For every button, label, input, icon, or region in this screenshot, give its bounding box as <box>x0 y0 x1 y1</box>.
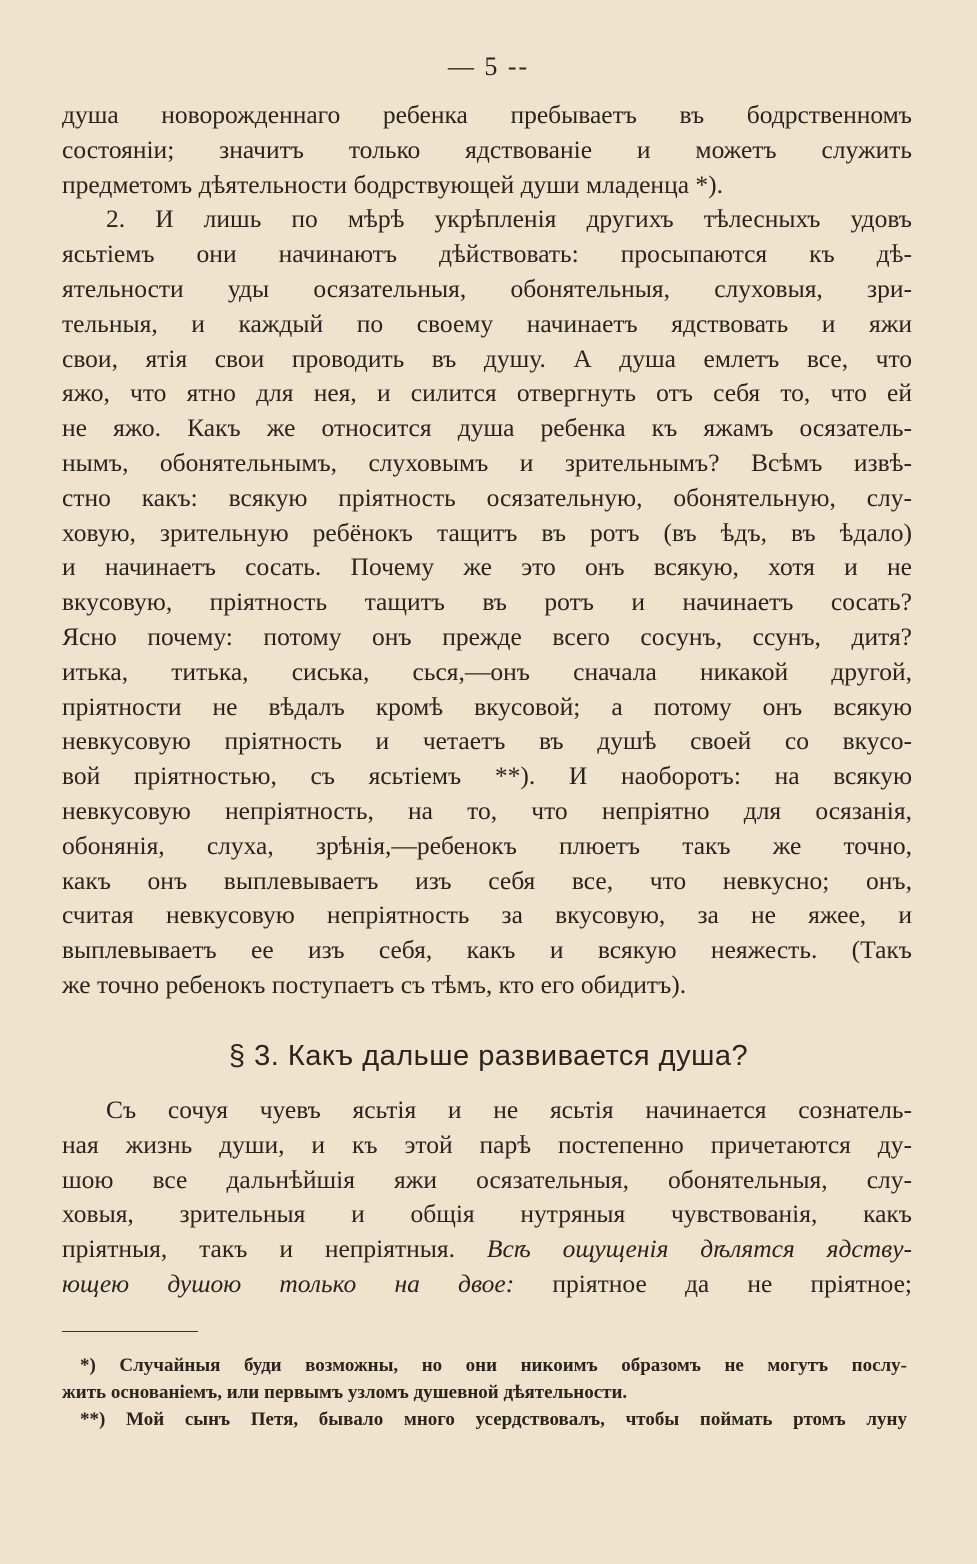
text-fragment: пріятное да не пріятное; <box>552 1268 912 1298</box>
text-line-mixed <box>62 1232 912 1267</box>
text-line: считая невкусовую непріятность за вкусовую, за не яжее, и <box>62 900 912 930</box>
text-line: Ясно почему: потому онъ прежде всего сосунъ, ссунъ, дитя? <box>62 621 912 651</box>
text-line: ятельности уды осязательныя, обонятельныя, слуховыя, зри- <box>62 273 912 303</box>
text-line-mixed <box>62 1267 912 1302</box>
text-line: невкусовую непріятность, на то, что непріятно для осязанія, <box>62 795 912 825</box>
text-line: шою все дальнѣйшія яжи осязательныя, обонятельныя, слу- <box>62 1164 912 1194</box>
text-line: свои, ятія свои проводить въ душу. А душа емлетъ все, что <box>62 343 912 373</box>
section-text <box>62 1093 912 1302</box>
text-fragment: пріятныя, такъ и непріятныя. <box>62 1234 456 1264</box>
text-line: тельныя, и каждый по своему начинаетъ ядствовать и яжи <box>62 308 912 338</box>
text-line: и начинаетъ сосать. Почему же это онъ всякую, хотя и не <box>62 552 912 582</box>
text-line: душа новорожденнаго ребенка пребываетъ въ бодрственномъ <box>62 100 912 129</box>
text-line: яжо, что ятно для нея, и силится отвергнуть отъ себя то, что ей <box>62 378 912 408</box>
text-line: Съ сочуя чуевъ ясьтія и не ясьтія начинается сознатель- <box>106 1095 912 1124</box>
text-line: стно какъ: всякую пріятность осязательную, обонятельную, слу- <box>62 482 912 512</box>
text-line: нымъ, обонятельнымъ, слуховымъ и зрительнымъ? Всѣмъ извѣ- <box>62 447 912 477</box>
text-line: предметомъ дѣятельности бодрствующей души младенца *). <box>62 169 724 199</box>
text-line: какъ онъ выплевываетъ изъ себя все, что невкусно; онъ, <box>62 865 912 895</box>
text-line: ховыя, зрительныя и общія нутряныя чувствованія, какъ <box>62 1199 912 1229</box>
italic-fragment: Всѣ ощущенія дѣлятся ядству- <box>486 1234 912 1264</box>
text-line: итька, титька, сиська, сься,—онъ сначала никакой другой, <box>62 656 912 686</box>
text-line: вкусовую, пріятность тащитъ въ ротъ и начинаетъ сосать? <box>62 587 912 617</box>
italic-fragment: ющею душою только на двое: <box>62 1268 515 1298</box>
text-line: ясьтіемъ они начинаютъ дѣйствовать: просыпаются къ дѣ- <box>62 239 912 269</box>
text-line: же точно ребенокъ поступаетъ съ тѣмъ, кто его обидитъ). <box>62 969 687 999</box>
page-number: — 5 -- <box>447 52 530 81</box>
footnote-line: **) Мой сынъ Петя, бывало много усердствовалъ, чтобы поймать ртомъ луну <box>80 1409 907 1430</box>
text-line: 2. И лишь по мѣрѣ укрѣпленія другихъ тѣлесныхъ удовъ <box>106 204 912 234</box>
section-heading: § 3. Какъ дальше развивается душа? <box>228 1040 749 1072</box>
text-line: выплевываетъ ее изъ себя, какъ и всякую неяжесть. (Такъ <box>62 935 912 965</box>
text-line: вой пріятностью, съ ясьтіемъ **). И наоборотъ: на всякую <box>62 761 912 791</box>
footnote-divider <box>62 1331 198 1332</box>
footnote-line: *) Случайныя буди возможны, но они никоимъ образомъ не могутъ послу- <box>80 1355 907 1376</box>
text-line: не яжо. Какъ же относится душа ребенка къ яжамъ осязатель- <box>62 413 912 443</box>
text-line: ная жизнь души, и къ этой парѣ постепенно причетаются ду- <box>62 1129 912 1159</box>
text-line: состояніи; значитъ только ядствованіе и можетъ служить <box>62 134 912 164</box>
text-line: невкусовую пріятность и четаетъ въ душѣ своей со вкусо- <box>62 726 912 756</box>
footnote-line: жить основаніемъ, или первымъ узломъ душевной дѣятельности. <box>62 1382 628 1403</box>
text-line: ховую, зрительную ребёнокъ тащитъ въ ротъ (въ ѣдъ, въ ѣдало) <box>62 517 912 547</box>
main-text <box>62 98 912 1003</box>
text-line: обонянія, слуха, зрѣнія,—ребенокъ плюетъ такъ же точно, <box>62 830 912 860</box>
footnotes <box>62 1352 907 1433</box>
text-line: пріятности не вѣдалъ кромѣ вкусовой; а потому онъ всякую <box>62 691 912 721</box>
